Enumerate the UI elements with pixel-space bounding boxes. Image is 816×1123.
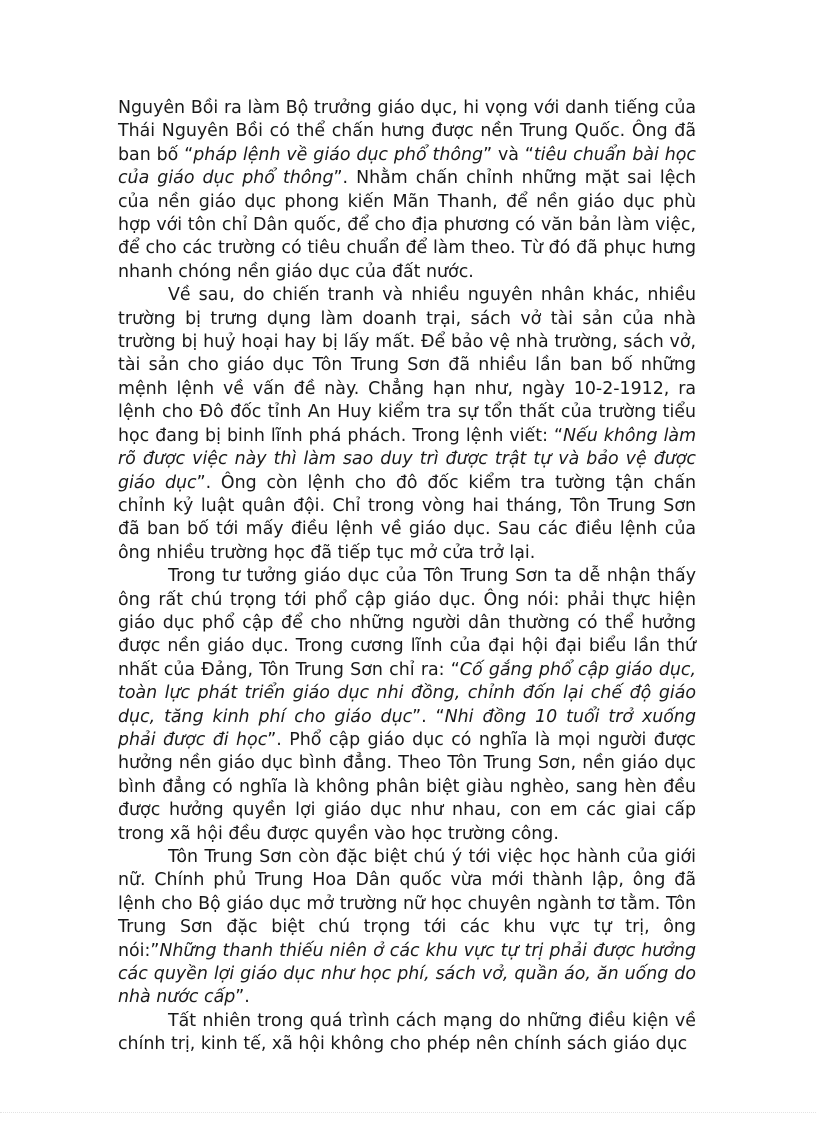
text-run: Tất nhiên trong quá trình cách mạng do những điều kiện về chính trị, kinh tế, xã hội không cho phép nên chính sách giáo dục <box>118 1010 696 1055</box>
text-run: ”. Phổ cập giáo dục có nghĩa là mọi người được hưởng nền giáo dục bình đẳng. Theo Tôn Trung Sơn, nền giáo dục bình đẳng có nghĩa là không phân biệt giàu nghèo, sang hèn đều được hưởng quyền lợi giáo dục như nhau, con em các giai cấp trong xã hội đều được quyền vào học trường công. <box>118 729 696 844</box>
text-run: Nguyên Bồi ra làm Bộ trưởng giáo dục, hi vọng với danh tiếng của Thái Nguyên Bồi có thể chấn hưng được nền Trung Quốc. Ông đã ban bố “ <box>118 98 696 165</box>
text-run: ”. Nhằm chấn chỉnh những mặt sai lệch của nền giáo dục phong kiến Mãn Thanh, để nền giáo dục phù hợp với tôn chỉ Dân quốc, để cho địa phương có văn bản làm việc, để cho các trường có tiêu chuẩn để làm theo. Từ đó đã phục hưng nhanh chóng nền giáo dục của đất nước. <box>118 168 696 282</box>
document-body <box>118 97 696 1057</box>
paragraph <box>118 565 696 846</box>
italic-quote: Cố gắng phổ cập giáo dục, toàn lực phát triển giáo dục nhi đồng, chỉnh đốn lại chế độ giáo dục, tăng kinh phí cho giáo dục <box>118 659 696 727</box>
italic-quote: Những thanh thiếu niên ở các khu vực tự trị phải được hưởng các quyền lợi giáo dục như học phí, sách vở, quần áo, ăn uống do nhà nước cấp <box>118 940 696 1008</box>
paragraph <box>118 846 696 1010</box>
text-run: ”. “ <box>412 706 445 727</box>
text-run: Tôn Trung Sơn còn đặc biệt chú ý tới việc học hành của giới nữ. Chính phủ Trung Hoa Dân quốc vừa mới thành lập, ông đã lệnh cho Bộ giáo dục mở trường nữ học chuyên ngành tơ tằm. Tôn Trung Sơn đặc biệt chú trọng tới các khu vực tự trị, ông nói:” <box>118 847 696 961</box>
paragraph <box>118 284 696 565</box>
paragraph <box>118 97 696 284</box>
italic-quote: pháp lệnh về giáo dục phổ thông <box>193 144 484 165</box>
text-run: Về sau, do chiến tranh và nhiều nguyên nhân khác, nhiều trường bị trưng dụng làm doanh trại, sách vở tài sản của nhà trường bị huỷ hoại hay bị lấy mất. Để bảo vệ nhà trường, sách vở, tài sản cho giáo dục Tôn Trung Sơn đã nhiều lần ban bố những mệnh lệnh về vấn đề này. Chẳng hạn như, ngày 10-2-1912, ra lệnh cho Đô đốc tỉnh An Huy kiểm tra sự tổn thất của trường tiểu học đang bị binh lĩnh phá phách. Trong lệnh viết: “ <box>118 285 696 446</box>
text-run: Trong tư tưởng giáo dục của Tôn Trung Sơn ta dễ nhận thấy ông rất chú trọng tới phổ cập giáo dục. Ông nói: phải thực hiện giáo dục phổ cập để cho những người dân thường có thể hưởng được nền giáo dục. Trong cương lĩnh của đại hội đại biểu lần thứ nhất của Đảng, Tôn Trung Sơn chỉ ra: “ <box>118 566 696 680</box>
italic-quote: Nếu không làm rõ được việc này thì làm sao duy trì được trật tự và bảo vệ được giáo dục <box>118 425 697 493</box>
text-run: ”. <box>235 987 250 1008</box>
italic-quote: Nhi đồng 10 tuổi trở xuống phải được đi học <box>118 706 696 750</box>
paragraph <box>118 1010 696 1057</box>
page-bottom-divider <box>0 1112 816 1113</box>
italic-quote: tiêu chuẩn bài học của giáo dục phổ thông <box>118 144 696 189</box>
text-run: ”. Ông còn lệnh cho đô đốc kiểm tra tường tận chấn chỉnh kỷ luật quân đội. Chỉ trong vòng hai tháng, Tôn Trung Sơn đã ban bố tới mấy điều lệnh về giáo dục. Sau các điều lệnh của ông nhiều trường học đã tiếp tục mở cửa trở lại. <box>118 472 696 563</box>
text-run: ” và “ <box>483 144 534 165</box>
